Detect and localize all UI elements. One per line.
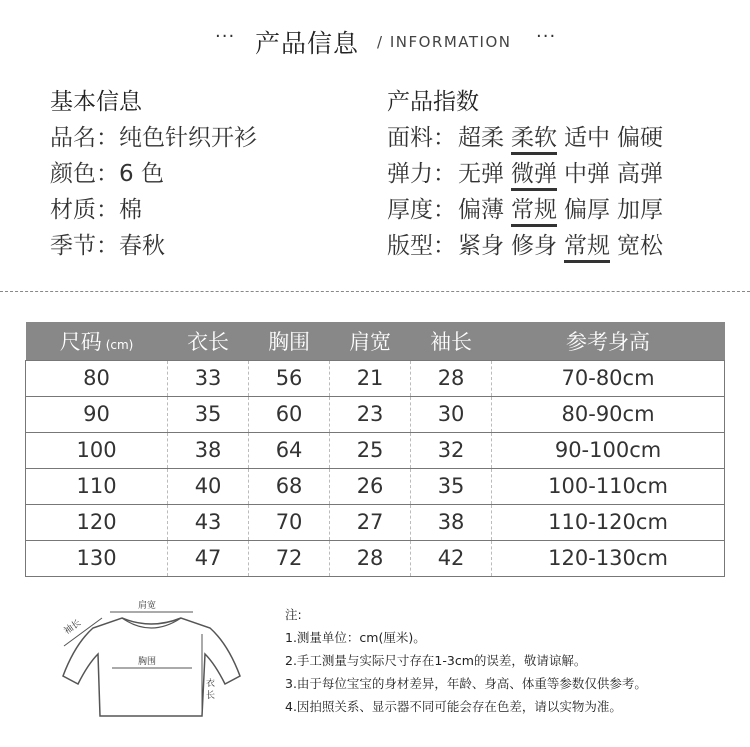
table-cell: 28 — [411, 360, 492, 396]
table-cell: 68 — [249, 468, 330, 504]
header-dots-left: ··· — [215, 26, 236, 47]
table-cell: 32 — [411, 432, 492, 468]
table-cell: 70-80cm — [492, 360, 725, 396]
product-index-option: 偏薄 — [458, 197, 504, 223]
table-cell: 70 — [249, 504, 330, 540]
basic-info-value: 棉 — [119, 197, 142, 223]
product-index-option: 加厚 — [617, 197, 663, 223]
table-row — [26, 468, 725, 504]
table-cell: 100 — [26, 432, 168, 468]
table-cell: 26 — [330, 468, 411, 504]
notes-title: 注: — [285, 607, 302, 622]
note-item: 2.手工测量与实际尺寸存在1-3cm的误差，敬请谅解。 — [285, 653, 587, 668]
product-index-option: 超柔 — [458, 125, 504, 151]
basic-info — [50, 84, 257, 264]
diagram-label-length-1: 衣 — [206, 679, 216, 689]
product-index-option: 无弹 — [458, 161, 504, 187]
table-cell: 60 — [249, 396, 330, 432]
size-unit: (cm) — [105, 337, 134, 352]
table-cell: 33 — [168, 360, 249, 396]
product-index-option-selected: 常规 — [564, 228, 610, 264]
column-header-size — [26, 322, 168, 360]
basic-info-row — [50, 192, 257, 228]
product-index-option-selected: 常规 — [511, 192, 557, 228]
table-cell: 130 — [26, 540, 168, 576]
table-cell: 64 — [249, 432, 330, 468]
product-index-option: 中弹 — [564, 161, 610, 187]
table-cell: 38 — [168, 432, 249, 468]
table-row — [26, 432, 725, 468]
basic-info-row — [50, 228, 257, 264]
product-index-row — [387, 120, 670, 156]
product-index-option: 高弹 — [617, 161, 663, 187]
basic-info-value: 春秋 — [119, 233, 165, 259]
column-header-sleeve: 袖长 — [411, 322, 492, 360]
basic-info-label: 材质： — [50, 197, 119, 223]
sweater-size-diagram — [50, 598, 255, 728]
product-index-label: 厚度： — [387, 197, 456, 223]
table-row — [26, 504, 725, 540]
product-index-heading: 产品指数 — [387, 89, 479, 115]
table-cell: 56 — [249, 360, 330, 396]
table-cell: 72 — [249, 540, 330, 576]
basic-info-row — [50, 156, 257, 192]
table-cell: 120 — [26, 504, 168, 540]
note-item: 3.由于每位宝宝的身材差异，年龄、身高、体重等参数仅供参考。 — [285, 676, 647, 691]
column-header-height: 参考身高 — [492, 322, 725, 360]
size-table-header-row — [26, 322, 725, 360]
page-subtitle: / INFORMATION — [377, 33, 512, 51]
table-cell: 43 — [168, 504, 249, 540]
diagram-label-chest: 胸围 — [138, 657, 157, 667]
product-index-option: 宽松 — [617, 233, 663, 259]
table-cell: 120-130cm — [492, 540, 725, 576]
product-index-row — [387, 156, 670, 192]
product-index-option-selected: 微弹 — [511, 156, 557, 192]
product-index-label: 版型： — [387, 233, 456, 259]
basic-info-value: 纯色针织开衫 — [119, 125, 257, 151]
table-cell: 25 — [330, 432, 411, 468]
table-cell: 110-120cm — [492, 504, 725, 540]
table-cell: 28 — [330, 540, 411, 576]
diagram-label-length-2: 长 — [206, 691, 216, 701]
sweater-outline — [63, 618, 240, 716]
product-index-option: 偏硬 — [617, 125, 663, 151]
dashed-divider — [0, 291, 750, 292]
product-index-row — [387, 228, 670, 264]
table-row — [26, 540, 725, 576]
table-cell: 90-100cm — [492, 432, 725, 468]
product-index-option: 适中 — [564, 125, 610, 151]
table-cell: 21 — [330, 360, 411, 396]
note-item: 4.因拍照关系、显示器不同可能会存在色差，请以实物为准。 — [285, 699, 622, 714]
page-title: 产品信息 — [255, 29, 360, 58]
header-dots-right: ··· — [536, 26, 557, 47]
basic-info-row — [50, 120, 257, 156]
basic-info-label: 颜色： — [50, 161, 119, 187]
column-header-length: 衣长 — [168, 322, 249, 360]
product-index-row — [387, 192, 670, 228]
note-item: 1.测量单位：cm(厘米)。 — [285, 630, 426, 645]
table-cell: 27 — [330, 504, 411, 540]
size-table — [25, 322, 725, 577]
table-row — [26, 360, 725, 396]
table-cell: 47 — [168, 540, 249, 576]
table-cell: 30 — [411, 396, 492, 432]
table-cell: 35 — [168, 396, 249, 432]
product-index-option: 紧身 — [458, 233, 504, 259]
column-header-chest: 胸围 — [249, 322, 330, 360]
product-index-option: 修身 — [511, 233, 557, 259]
table-cell: 23 — [330, 396, 411, 432]
product-index — [387, 84, 670, 264]
product-index-label: 面料： — [387, 125, 456, 151]
basic-info-value: 6 色 — [119, 161, 164, 187]
basic-info-label: 季节： — [50, 233, 119, 259]
basic-info-heading: 基本信息 — [50, 89, 142, 115]
table-row — [26, 396, 725, 432]
column-header-shoulder: 肩宽 — [330, 322, 411, 360]
table-cell: 40 — [168, 468, 249, 504]
table-cell: 35 — [411, 468, 492, 504]
table-cell: 110 — [26, 468, 168, 504]
column-header-size-label: 尺码 — [59, 329, 102, 354]
table-cell: 42 — [411, 540, 492, 576]
section-header — [0, 22, 750, 62]
table-cell: 38 — [411, 504, 492, 540]
table-cell: 100-110cm — [492, 468, 725, 504]
product-index-label: 弹力： — [387, 161, 456, 187]
diagram-label-shoulder: 肩宽 — [138, 601, 157, 611]
sweater-collar — [122, 618, 181, 628]
basic-info-label: 品名： — [50, 125, 119, 151]
table-cell: 80-90cm — [492, 396, 725, 432]
product-index-option: 偏厚 — [564, 197, 610, 223]
table-cell: 80 — [26, 360, 168, 396]
diagram-label-sleeve: 袖长 — [62, 618, 84, 637]
notes — [285, 603, 647, 718]
product-index-option-selected: 柔软 — [511, 120, 557, 156]
table-cell: 90 — [26, 396, 168, 432]
